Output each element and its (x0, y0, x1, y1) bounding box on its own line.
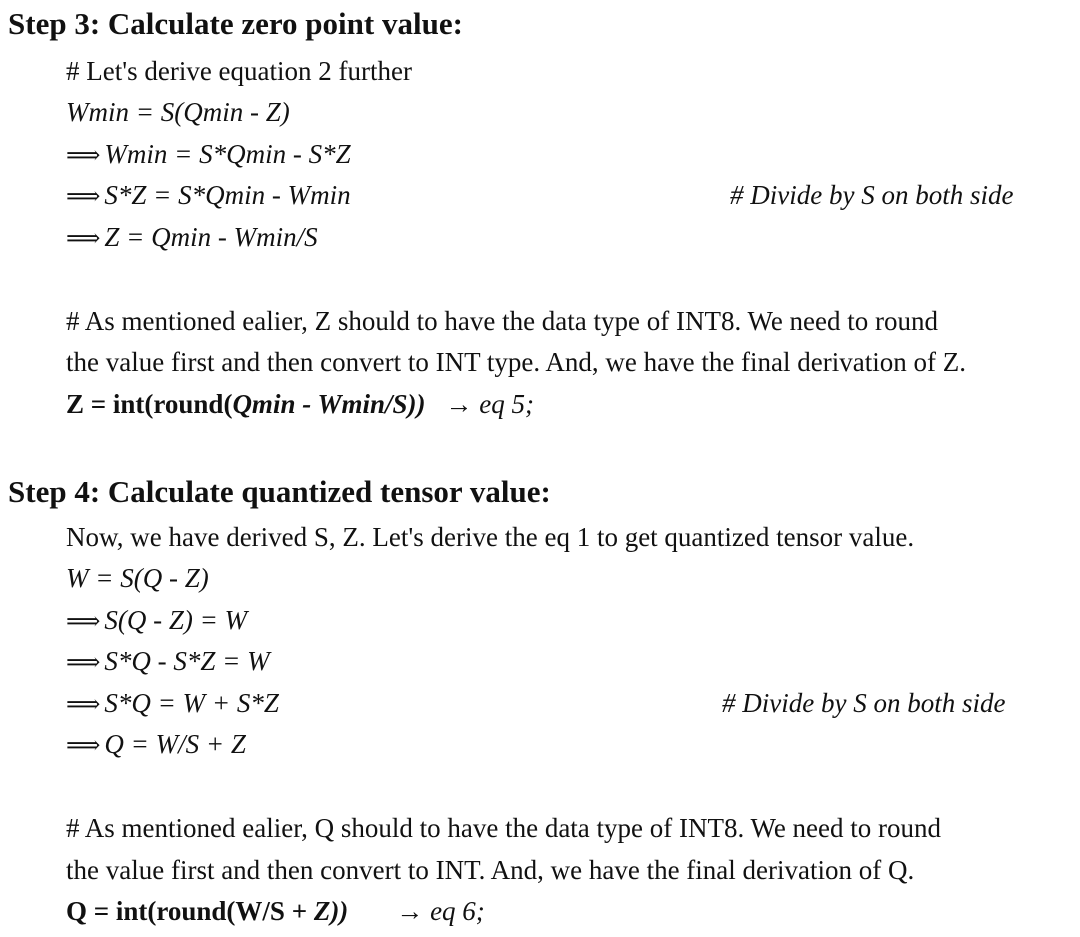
step4-equation-4-note: # Divide by S on both side (722, 688, 1006, 718)
implies-icon: ⟹ (66, 692, 101, 718)
step3-paragraph-line-1: # As mentioned ealier, Z should to have the data type of INT8. We need to round (66, 306, 939, 336)
step3-comment-intro: # Let's derive equation 2 further (66, 56, 412, 86)
step3-equation-4 (66, 224, 318, 251)
step4-equation-2-text: S(Q - Z) = W (104, 605, 248, 635)
step3-heading: Step 3: Calculate zero point value: (8, 6, 463, 41)
step4-equation-4 (66, 690, 279, 717)
step4-equation-2 (66, 607, 247, 634)
implies-icon: ⟹ (66, 226, 101, 252)
step3-equation-2-text: Wmin = S*Qmin - S*Z (104, 139, 351, 169)
step3-equation-3-note: # Divide by S on both side (730, 180, 1014, 210)
step3-final-ref-text: eq 5; (472, 389, 534, 419)
step4-equation-3 (66, 648, 270, 675)
step4-equation-5 (66, 731, 246, 758)
step3-equation-2 (66, 141, 351, 168)
step4-final-derivation (66, 898, 485, 925)
implies-icon: ⟹ (66, 143, 101, 169)
step4-equation-5-text: Q = W/S + Z (104, 729, 246, 759)
step3-final-bold-italic: Qmin - Wmin/S)) (232, 389, 426, 419)
step3-equation-3-text: S*Z = S*Qmin - Wmin (104, 180, 351, 210)
step3-final-bold: Z = int(round( (66, 389, 233, 419)
implies-icon: ⟹ (66, 733, 101, 759)
step4-final-ref-text: eq 6; (423, 896, 485, 926)
implies-icon: ⟹ (66, 609, 101, 635)
step3-final-derivation (66, 391, 534, 418)
step4-equation-3-text: S*Q - S*Z = W (104, 646, 270, 676)
step4-final-bold-italic: Z)) (313, 896, 349, 926)
step4-heading: Step 4: Calculate quantized tensor value: (8, 474, 551, 509)
step3-equation-3 (66, 182, 351, 209)
step3-equation-4-text: Z = Qmin - Wmin/S (104, 222, 318, 252)
right-arrow-icon: → (396, 896, 424, 926)
step3-paragraph-line-2: the value first and then convert to INT type. And, we have the final derivation of Z. (66, 347, 966, 377)
step4-paragraph-line-2: the value first and then convert to INT. And, we have the final derivation of Q. (66, 855, 915, 885)
step4-final-bold: Q = int(round(W/S + (66, 896, 314, 926)
step3-final-ref (446, 389, 534, 419)
step4-final-ref (396, 896, 484, 926)
step4-equation-1: W = S(Q - Z) (66, 563, 209, 593)
implies-icon: ⟹ (66, 650, 101, 676)
step3-equation-1: Wmin = S(Qmin - Z) (66, 97, 290, 127)
step4-intro: Now, we have derived S, Z. Let's derive the eq 1 to get quantized tensor value. (66, 522, 915, 552)
right-arrow-icon: → (445, 389, 473, 419)
step4-paragraph-line-1: # As mentioned ealier, Q should to have the data type of INT8. We need to round (66, 813, 942, 843)
step4-equation-4-text: S*Q = W + S*Z (104, 688, 279, 718)
implies-icon: ⟹ (66, 184, 101, 210)
